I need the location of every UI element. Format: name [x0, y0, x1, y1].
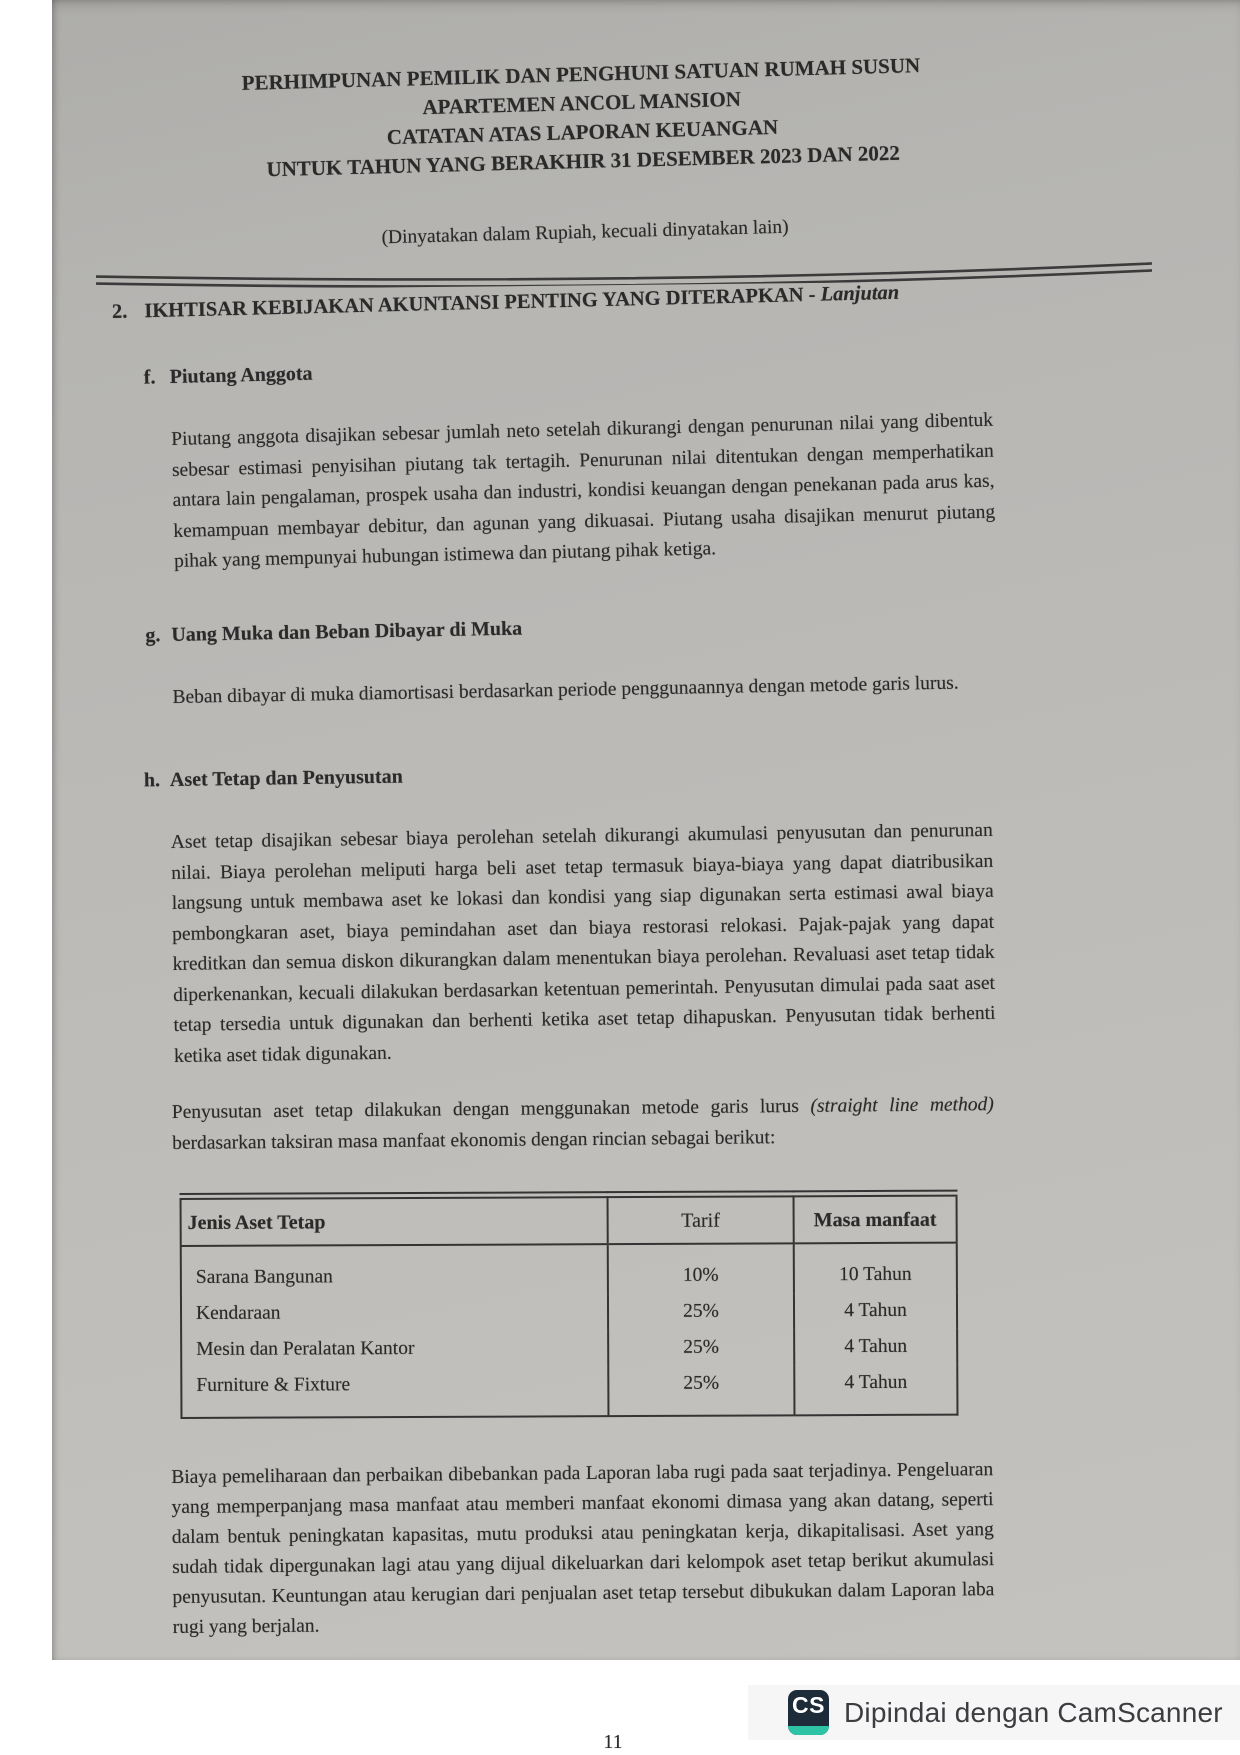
subsection-h: [143, 757, 996, 1072]
subsection-f-paragraph: Piutang anggota disajikan sebesar jumlah neto setelah dikurangi dengan penurunan nilai yang dibentuk sebesar estimasi penyisihan piutang tak tertagih. Penurunan nilai ditentukan dengan memperhatikan antara lain pengalaman, prospek usaha dan industri, kondisi keuangan dengan penekanan pada arus kas, kemampuan membayar debitur, dan agunan yang dikuasai. Piutang usaha disajikan menurut piutang pihak yang mempunyai hubungan istimewa dan piutang pihak ketiga.: [170, 409, 996, 572]
org-name-line: PERHIMPUNAN PEMILIK DAN PENGHUNI SATUAN RUMAH SUSUN: [241, 53, 921, 95]
report-title-line: CATATAN ATAS LAPORAN KEUANGAN: [386, 114, 779, 150]
subsection-h-letter: h.: [143, 769, 161, 792]
table-row: [181, 1329, 957, 1368]
document-header: [170, 49, 997, 257]
page-number: 11: [603, 1731, 623, 1753]
cell-rate: 25%: [608, 1293, 794, 1330]
subsection-h-heading: [144, 757, 992, 793]
double-rule-divider: [94, 261, 1154, 290]
closing-paragraph: Biaya pemeliharaan dan perbaikan dibebankan pada Laporan laba rugi pada saat terjadinya. Pengeluaran yang memperpanjang masa manfaat atau memberi manfaat ekonomi dimasa yang akan datang, seperti dalam bentuk peningkatan kapasitas, mutu produksi atau peningkatan kerja, dikapitalisasi. Aset yang sudah tidak dipergunakan lagi atau yang dijual dikeluarkan dari kelompok aset tetap berikut akumulasi penyusutan. Keuntungan atau kerugian dari penjualan aset tetap tersebut dibukukan dalam Laporan laba rugi yang berjalan.: [171, 1459, 995, 1638]
table-row: [181, 1365, 957, 1418]
cell-asset-name: Sarana Bangunan: [195, 1266, 333, 1288]
subsection-f-heading: [144, 347, 992, 390]
subsection-g-paragraph: Beban dibayar di muka diamortisasi berdasarkan periode penggunaannya dengan metode garis lurus.: [172, 672, 959, 708]
cell-rate: 10%: [608, 1243, 794, 1294]
subsection-f-letter: f.: [143, 366, 156, 389]
cell-useful-life: 4 Tahun: [844, 1371, 908, 1394]
subsection-g-letter: g.: [145, 623, 161, 646]
table-row: [181, 1293, 957, 1332]
section-number: 2.: [111, 300, 128, 323]
period-line: UNTUK TAHUN YANG BERAKHIR 31 DESEMBER 2023 DAN 2022: [266, 140, 901, 182]
cell-useful-life: 4 Tahun: [844, 1335, 908, 1358]
subsection-f: [143, 347, 997, 578]
camscanner-footer: [748, 1685, 1240, 1740]
useful-life-table: [180, 1190, 959, 1419]
col-header-masa-manfaat: Masa manfaat: [794, 1193, 957, 1243]
cell-useful-life: 4 Tahun: [844, 1299, 907, 1322]
camscanner-label: Dipindai dengan CamScanner: [844, 1696, 1223, 1728]
cell-rate: 25%: [608, 1365, 794, 1416]
subsection-g-heading: [145, 608, 993, 647]
subsection-g-title: Uang Muka dan Beban Dibayar di Muka: [171, 617, 523, 646]
table-header-row: [181, 1193, 957, 1246]
cell-rate: 25%: [608, 1329, 794, 1366]
page-content: [52, 0, 994, 1754]
col-header-jenis-aset: Jenis Aset Tetap: [181, 1195, 608, 1246]
table-row: [181, 1243, 957, 1296]
subsection-h-paragraph-2: Penyusutan aset tetap dilakukan dengan menggunakan metode garis lurus (straight line method) berdasarkan taksiran masa manfaat ekonomis dengan rincian sebagai berikut:: [171, 1094, 994, 1154]
col-header-tarif: Tarif: [607, 1194, 793, 1244]
camscanner-icon-label: CS: [792, 1692, 825, 1718]
section-title: IKHTISAR KEBIJAKAN AKUNTANSI PENTING YANG DITERAPKAN - Lanjutan: [144, 281, 900, 323]
straight-line-method-italic: (straight line method): [810, 1094, 994, 1117]
subsection-h-paragraph-1: Aset tetap disajikan sebesar biaya perolehan setelah dikurangi akumulasi penyusutan dan penurunan nilai. Biaya perolehan meliputi harga beli aset tetap termasuk biaya-biaya yang dapat diatribusikan langsung untuk membawa aset ke lokasi dan kondisi yang siap digunakan serta estimasi awal biaya pembongkaran aset, biaya pemindahan aset dan biaya restorasi relokasi. Pajak-pajak yang dapat kreditkan dan semua diskon dikurangkan dalam menentukan biaya perolehan. Revaluasi aset tetap tidak diperkenankan, kecuali dilakukan berdasarkan ketentuan pemerintah. Penyusutan dimulai pada saat aset tetap tersedia untuk digunakan dan berhenti ketika aset tetap dihapuskan. Penyusutan tidak berhenti ketika aset tidak digunakan.: [170, 819, 996, 1067]
section-title-suffix: Lanjutan: [820, 281, 900, 306]
apartment-name-line: APARTEMEN ANCOL MANSION: [422, 86, 742, 120]
cell-asset-name: Kendaraan: [195, 1302, 281, 1324]
cell-asset-name: Mesin dan Peralatan Kantor: [196, 1337, 415, 1360]
subsection-h-title: Aset Tetap dan Penyusutan: [169, 765, 403, 792]
subsection-g: [145, 608, 995, 713]
currency-note-line: (Dinyatakan dalam Rupiah, kecuali dinyatakan lain): [381, 216, 789, 249]
camscanner-icon: [788, 1690, 829, 1735]
cell-asset-name: Furniture & Fixture: [196, 1374, 351, 1396]
camscanner-icon-strip: [788, 1726, 829, 1735]
subsection-f-title: Piutang Anggota: [169, 362, 313, 389]
cell-useful-life: 10 Tahun: [839, 1263, 912, 1286]
